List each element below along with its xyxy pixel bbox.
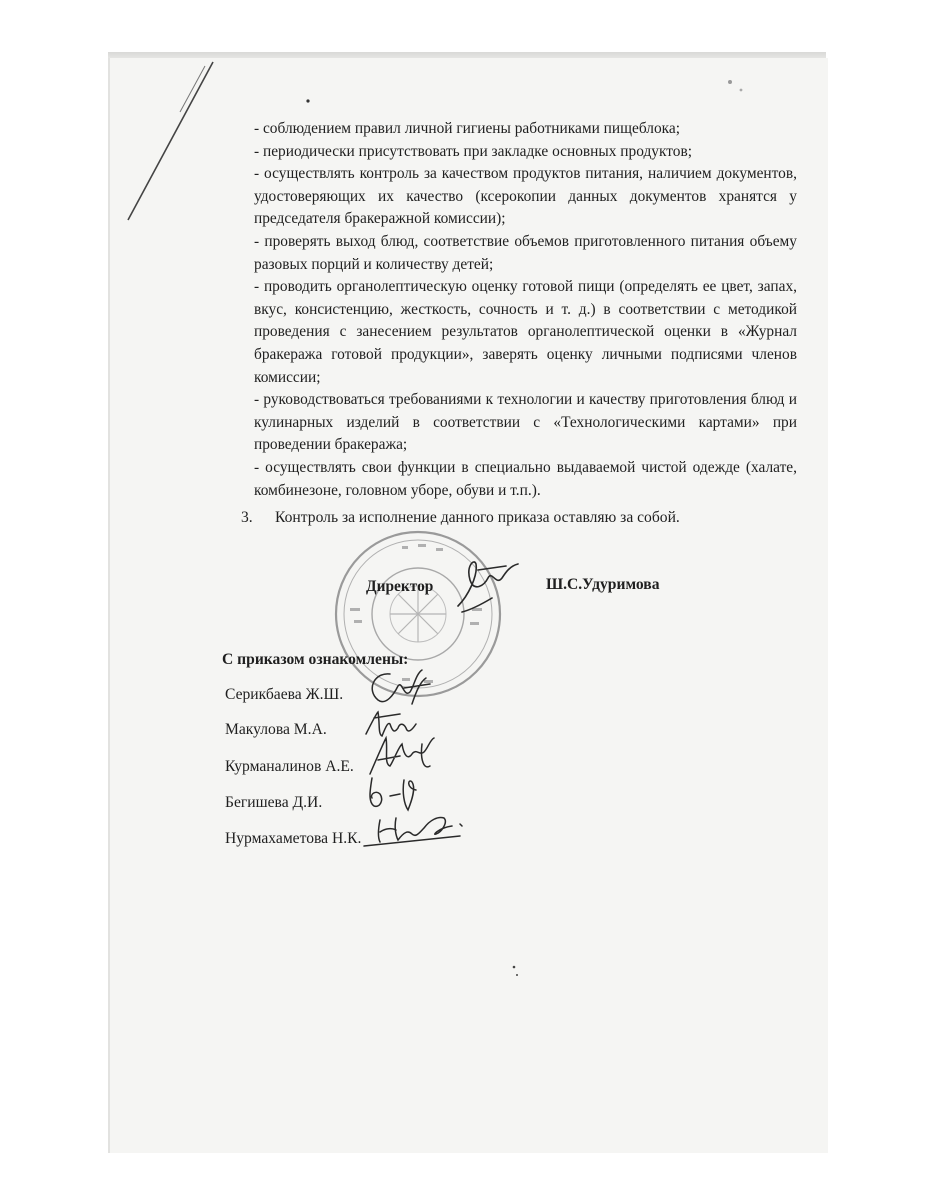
acknowledgement-title: С приказом ознакомлены: xyxy=(222,651,409,668)
order-item-3 xyxy=(241,509,680,527)
signatory-name: Курманалинов А.Е. xyxy=(225,758,354,775)
signature-nurmakhametova xyxy=(356,806,472,852)
signatory-name: Бегишева Д.И. xyxy=(225,794,323,811)
order-duties-list xyxy=(254,118,797,502)
list-item: - периодически присутствовать при закладке основных продуктов; xyxy=(254,142,693,160)
director-signature xyxy=(448,556,528,618)
list-item: - проводить органолептическую оценку готовой пищи (определять ее цвет, запах, вкус, консистенцию, жесткость, сочность и т. д.) в соответствии с методикой проведения с занесением результатов органолептической оценки в «Журнал бракеража готовой продукции», заверять оценку личными подписями членов комиссии; xyxy=(254,278,797,386)
list-item: - соблюдением правил личной гигиены работниками пищеблока; xyxy=(254,120,680,137)
item-text: Контроль за исполнение данного приказа оставляю за собой. xyxy=(275,509,680,526)
list-item: - проверять выход блюд, соответствие объемов приготовленного питания объему разовых порций и количеству детей; xyxy=(254,232,797,273)
item-number: 3. xyxy=(241,509,253,526)
signatory-name: Нурмахаметова Н.К. xyxy=(225,830,362,847)
director-title: Директор xyxy=(366,578,434,595)
signatory-name: Макулова М.А. xyxy=(225,721,327,738)
director-name: Ш.С.Удуримова xyxy=(546,576,660,593)
signatory-name: Серикбаева Ж.Ш. xyxy=(225,686,344,703)
list-item: - осуществлять контроль за качеством продуктов питания, наличием документов, удостоверяющих их качество (ксерокопии данных документов хранятся у председателя бракеражной комиссии); xyxy=(254,165,797,228)
list-item: - руководствоваться требованиями к технологии и качеству приготовления блюд и кулинарных изделий в соответствии с «Технологическими картами» при проведении бракеража; xyxy=(254,391,797,454)
list-item: - осуществлять свои функции в специально выдаваемой чистой одежде (халате, комбинезоне, головном уборе, обуви и т.п.). xyxy=(254,458,797,499)
